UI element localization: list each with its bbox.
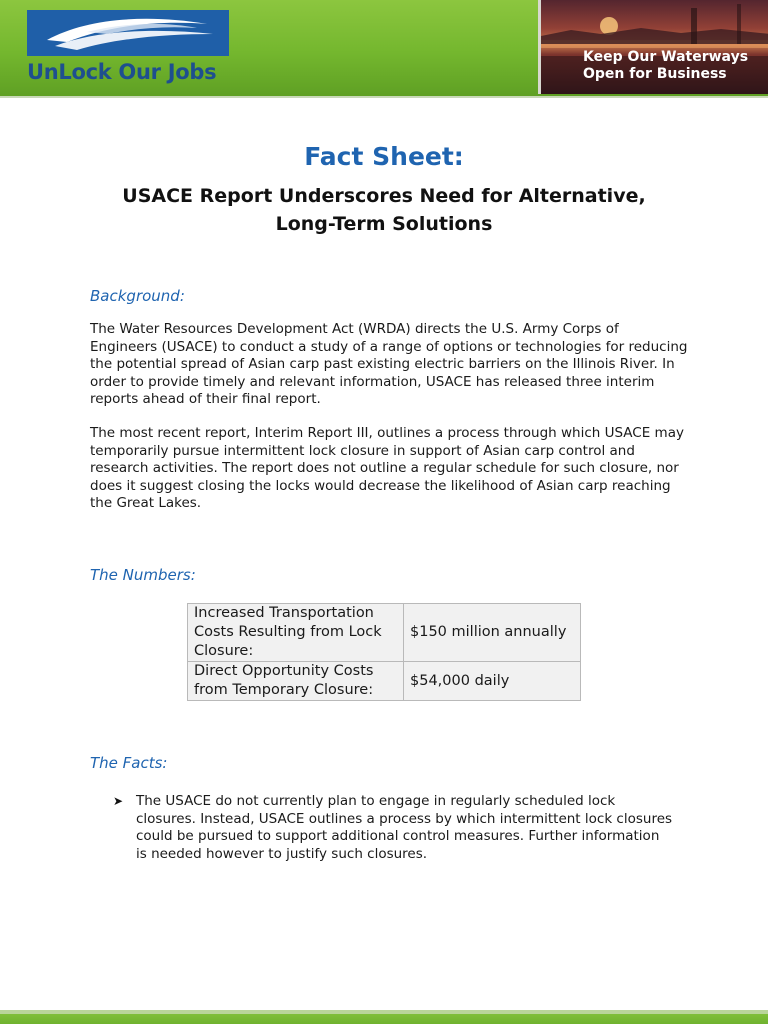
background-heading: Background: xyxy=(90,287,185,305)
subtitle-line2: Long-Term Solutions xyxy=(275,213,493,235)
footer-bar xyxy=(0,1010,768,1024)
table-row xyxy=(188,662,581,701)
facts-heading: The Facts: xyxy=(90,754,168,772)
waterway-photo xyxy=(538,0,768,94)
background-paragraph-2: The most recent report, Interim Report III, outlines a process through which USACE may temporarily pursue intermittent lock closure in support of Asian carp control and research activities. The report does not outline a regular schedule for such closure, nor does it suggest closing the locks would decrease the likelihood of Asian carp reaching the Great Lakes. xyxy=(90,425,684,511)
page-subtitle xyxy=(84,182,684,238)
header-banner xyxy=(0,0,768,98)
facts-list xyxy=(113,793,673,863)
arrow-bullet-icon: ➤ xyxy=(113,794,124,808)
table-cell-value: $54,000 daily xyxy=(404,662,581,701)
photo-caption xyxy=(583,49,748,83)
table-cell-label: Direct Opportunity Costs from Temporary Closure: xyxy=(188,662,404,701)
logo-text: UnLock Our Jobs xyxy=(27,60,217,84)
subtitle-line1: USACE Report Underscores Need for Alternative, xyxy=(122,185,646,207)
photo-caption-line1: Keep Our Waterways xyxy=(583,49,749,65)
numbers-table xyxy=(187,603,581,701)
table-row xyxy=(188,604,581,662)
table-cell-label: Increased Transportation Costs Resulting from Lock Closure: xyxy=(188,604,404,662)
background-paragraph-1: The Water Resources Development Act (WRDA) directs the U.S. Army Corps of Engineers (USACE) to conduct a study of a range of options or technologies for reducing the potential spread of Asian carp past existing electric barriers on the Illinois River. In order to provide timely and relevant information, USACE has released three interim reports ahead of their final report. xyxy=(90,321,688,407)
photo-caption-line2: Open for Business xyxy=(583,66,727,82)
list-item-text: The USACE do not currently plan to engage in regularly scheduled lock closures. Instead, USACE outlines a process by which intermittent lock closures could be pursued to support additional control measures. Further information is needed however to justify such closures. xyxy=(136,793,673,862)
page-title: Fact Sheet: xyxy=(304,142,464,171)
numbers-heading: The Numbers: xyxy=(90,566,196,584)
wave-logo-icon xyxy=(27,10,229,56)
list-item xyxy=(113,793,673,863)
table-cell-value: $150 million annually xyxy=(404,604,581,662)
